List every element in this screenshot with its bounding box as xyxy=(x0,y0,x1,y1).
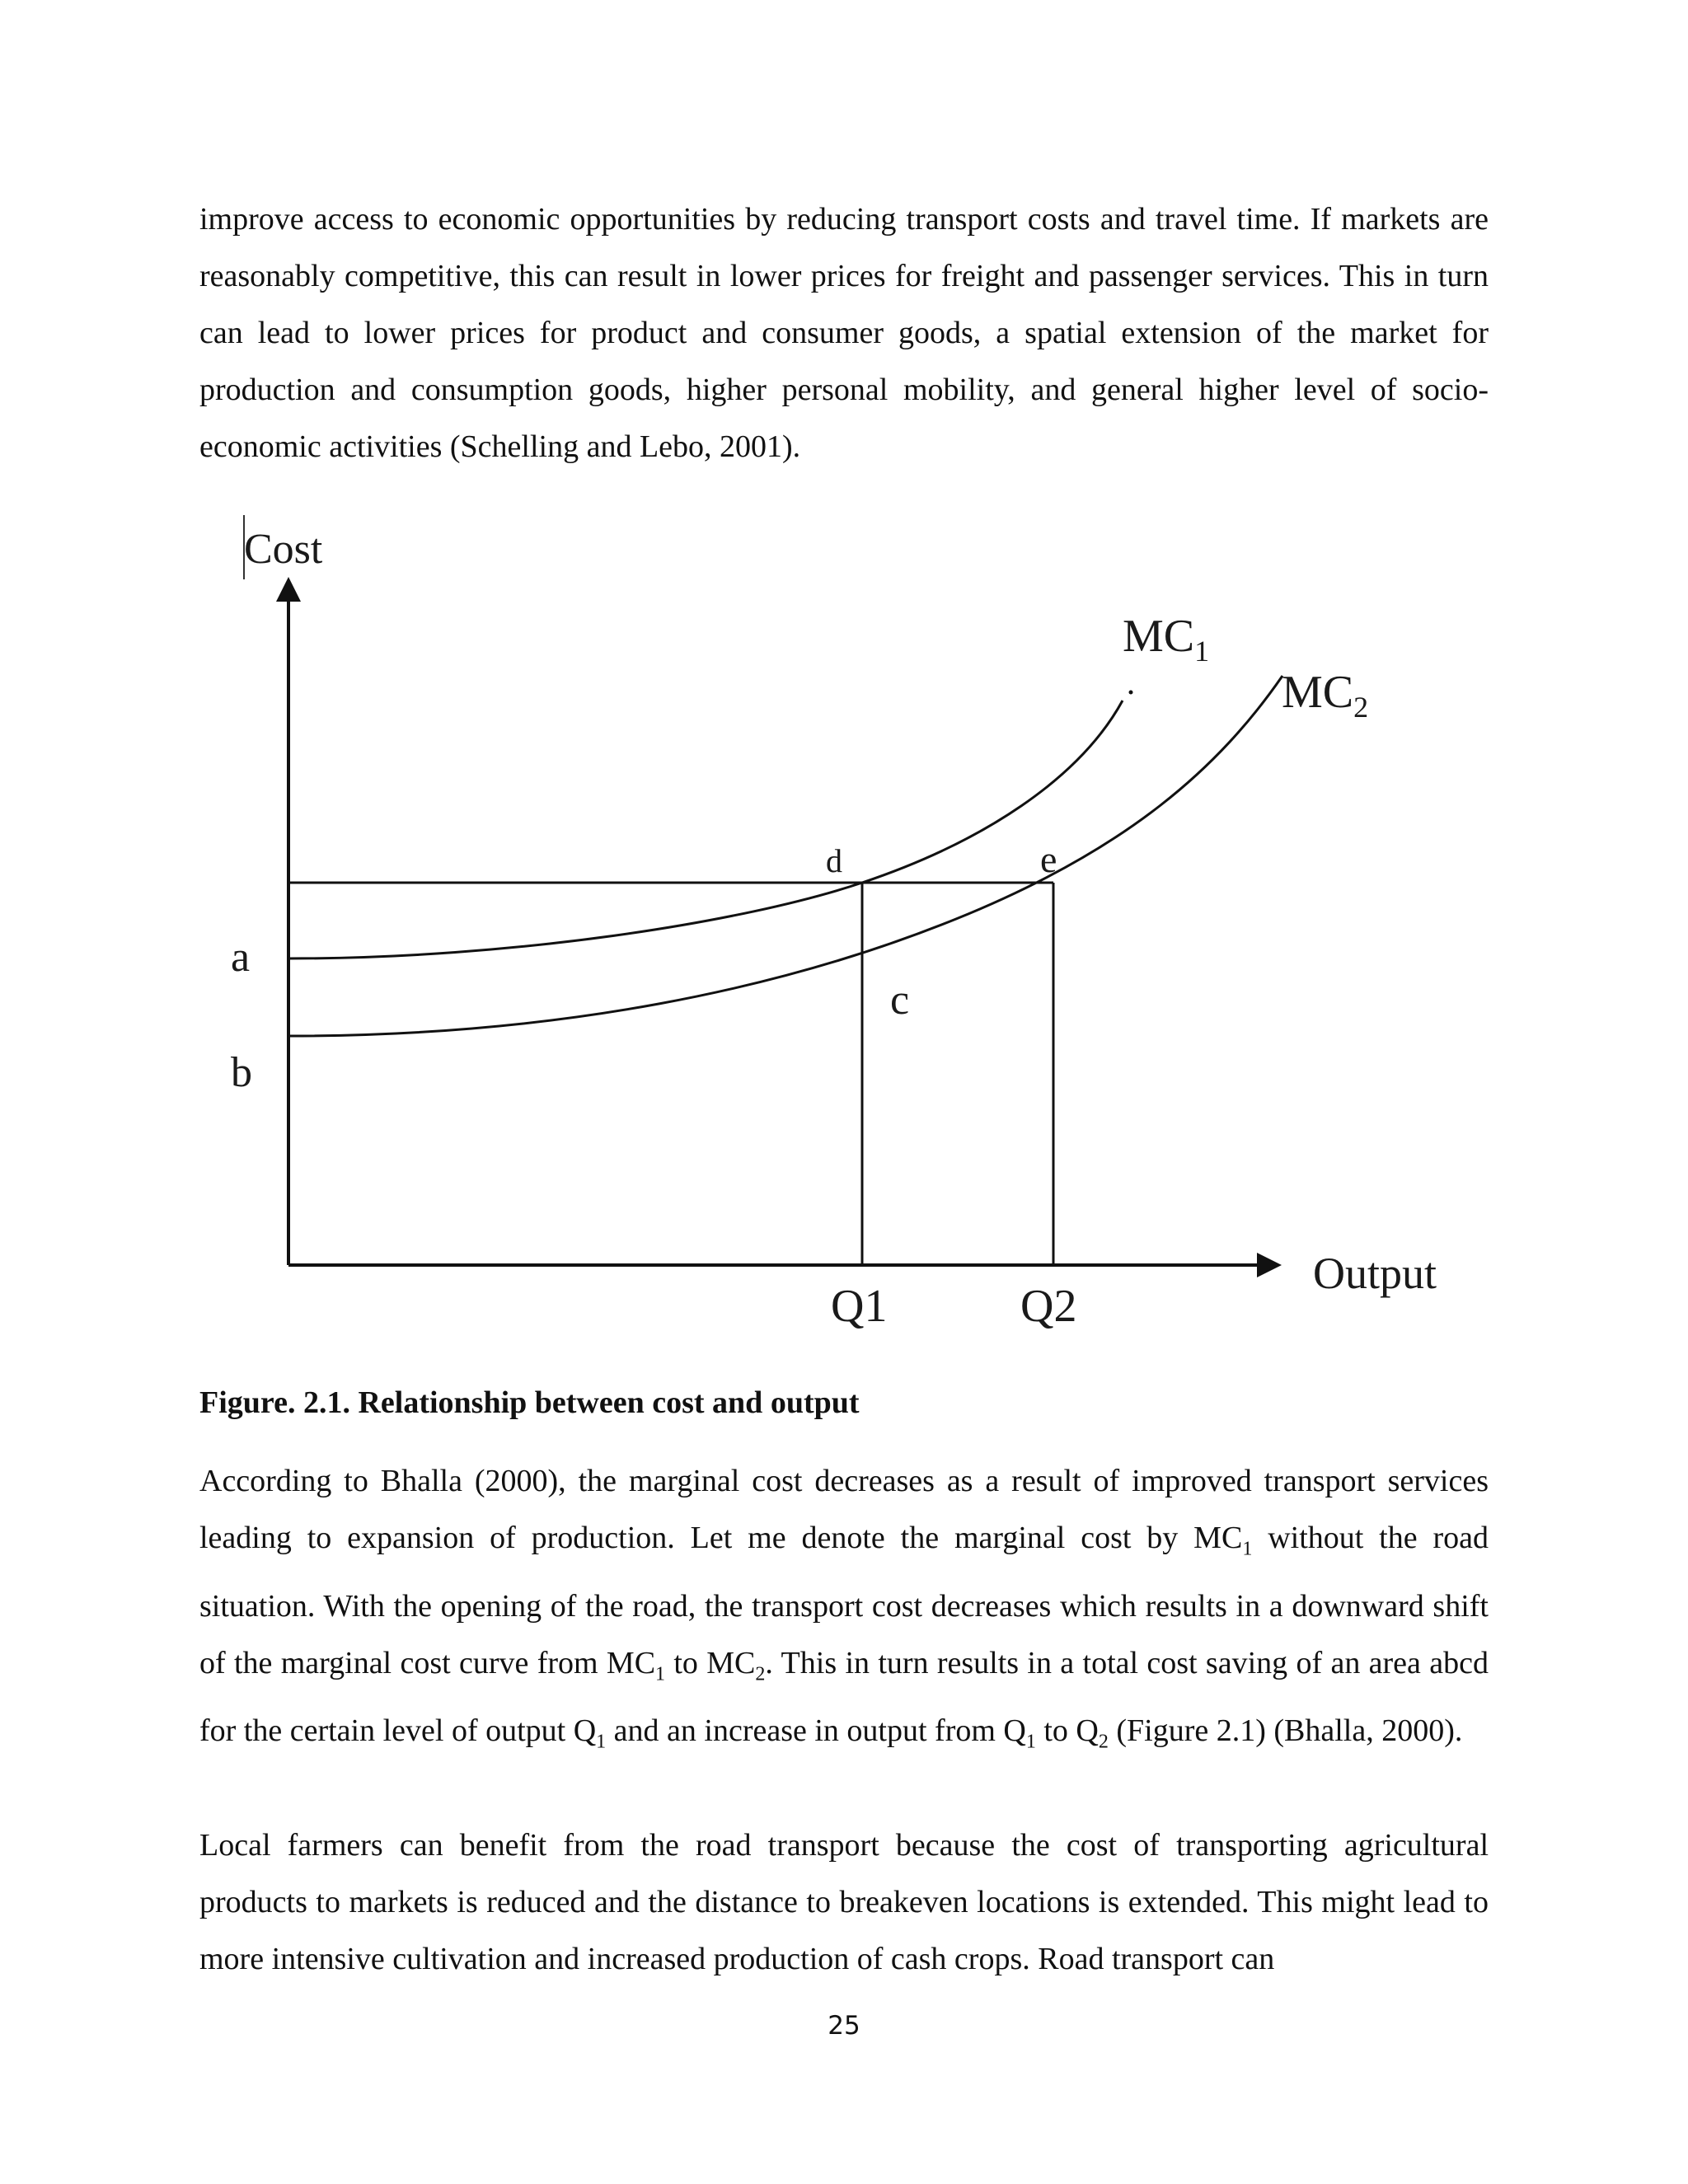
point-d-label: d xyxy=(826,842,842,879)
paragraph-explanation: According to Bhalla (2000), the marginal cost decreases as a result of improved transport services leading to expansion of production. Let me denote the marginal cost by $MC_1$ without the road situation. With the opening of the road, the transport cost decreases which results in a downward shift of the marginal cost curve from $MC_1$ to $MC_2$. This in turn results in a total cost saving of an area abcd for the certain level of output $Q_1$ and an increase in output from $Q_1$ to $Q_2$ (Figure 2.1) (Bhalla, 2000). xyxy=(199,1464,1489,1753)
point-e-label: e xyxy=(1040,838,1057,880)
point-b-label: b xyxy=(231,1049,252,1096)
point-c-label: c xyxy=(890,977,910,1024)
mc1-curve xyxy=(288,701,1123,958)
mc1-end-dot xyxy=(1129,691,1133,695)
figure-caption: Figure. 2.1. Relationship between cost and output xyxy=(199,1385,860,1420)
q1-label: Q1 xyxy=(831,1281,888,1332)
page-number: 25 xyxy=(828,2011,860,2041)
y-axis-label: Cost xyxy=(244,526,323,573)
mc2-label: $MC_2$ xyxy=(1282,667,1369,724)
y-axis-arrow xyxy=(276,577,301,602)
q2-label: Q2 xyxy=(1020,1281,1077,1332)
point-a-label: a xyxy=(231,934,251,981)
x-axis-label: Output xyxy=(1313,1249,1437,1298)
mc1-label: $MC_1$ xyxy=(1123,611,1210,668)
paragraph-farmers: Local farmers can benefit from the road transport because the cost of transporting agricultural products to markets is reduced and the distance to breakeven locations is extended. This might lead to more intensive cultivation and increased production of cash crops. Road transport can xyxy=(199,1828,1489,1976)
paragraph-intro: improve access to economic opportunities by reducing transport costs and travel time. If markets are reasonably competitive, this can result in lower prices for freight and passenger services. This in turn can lead to lower prices for product and consumer goods, a spatial extension of the market for production and consumption goods, higher personal mobility, and general higher level of socio-economic activities (Schelling and Lebo, 2001). xyxy=(199,202,1489,464)
mc2-curve xyxy=(288,676,1282,1036)
x-axis-arrow xyxy=(1257,1253,1282,1277)
